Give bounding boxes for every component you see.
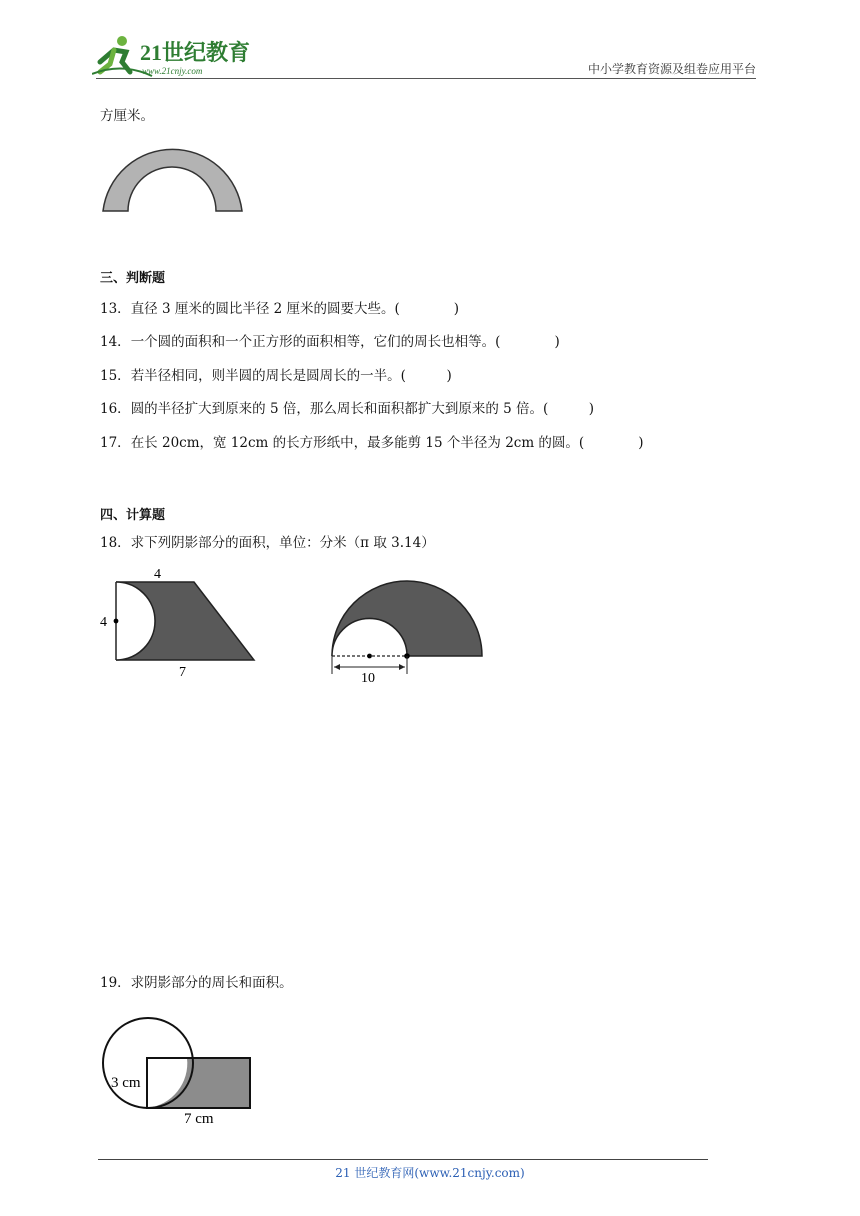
figure-18a [96, 562, 262, 682]
continued-text: 方厘米。 [100, 108, 154, 124]
question-18: 18．求下列阴影部分的面积，单位：分米（π 取 3.14） [100, 535, 435, 551]
logo-text: 21世纪教育 [140, 40, 251, 65]
question-number: 15． [100, 368, 131, 384]
question-15 [100, 366, 452, 386]
arch-figure [100, 138, 246, 216]
label-bottom: 10 [361, 671, 375, 686]
header-divider [96, 78, 756, 79]
question-number: 14． [100, 334, 131, 350]
question-19: 19．求阴影部分的周长和面积。 [100, 975, 293, 991]
label-bottom: 7 cm [184, 1111, 214, 1127]
footer-divider [98, 1159, 708, 1160]
label-bottom: 7 [179, 665, 186, 680]
logo-url: www.21cnjy.com [142, 66, 203, 76]
question-14 [100, 332, 560, 352]
question-text: 直径 3 厘米的圆比半径 2 厘米的圆要大些。( ) [130, 301, 460, 317]
question-13 [100, 299, 459, 319]
question-number: 16． [100, 401, 131, 417]
question-number: 13． [100, 301, 131, 317]
arch-shape [103, 149, 242, 211]
site-logo [92, 32, 262, 80]
label-left: 4 [100, 615, 107, 630]
figure-19 [98, 1004, 258, 1128]
question-text: 圆的半径扩大到原来的 5 倍，那么周长和面积都扩大到原来的 5 倍。( ) [130, 401, 595, 417]
question-text: 一个圆的面积和一个正方形的面积相等，它们的周长也相等。( ) [130, 334, 560, 350]
question-number: 17． [100, 435, 131, 451]
question-text: 若半径相同，则半圆的周长是圆周长的一半。( ) [130, 368, 452, 384]
question-17 [100, 433, 643, 453]
center-dot [114, 619, 119, 624]
header-platform-text: 中小学教育资源及组卷应用平台 [587, 62, 756, 76]
label-top: 4 [154, 567, 161, 582]
section-title-calculation: 四、计算题 [100, 508, 166, 523]
footer-text[interactable]: 21 世纪教育网(www.21cnjy.com) [335, 1166, 525, 1180]
figure-18b [326, 576, 490, 688]
section-title-judgement: 三、判断题 [100, 271, 166, 286]
label-left: 3 cm [111, 1075, 141, 1091]
center-dot [367, 654, 372, 659]
question-text: 在长 20cm，宽 12cm 的长方形纸中，最多能剪 15 个半径为 2cm 的圆。( ) [130, 435, 644, 451]
question-16 [100, 399, 594, 419]
